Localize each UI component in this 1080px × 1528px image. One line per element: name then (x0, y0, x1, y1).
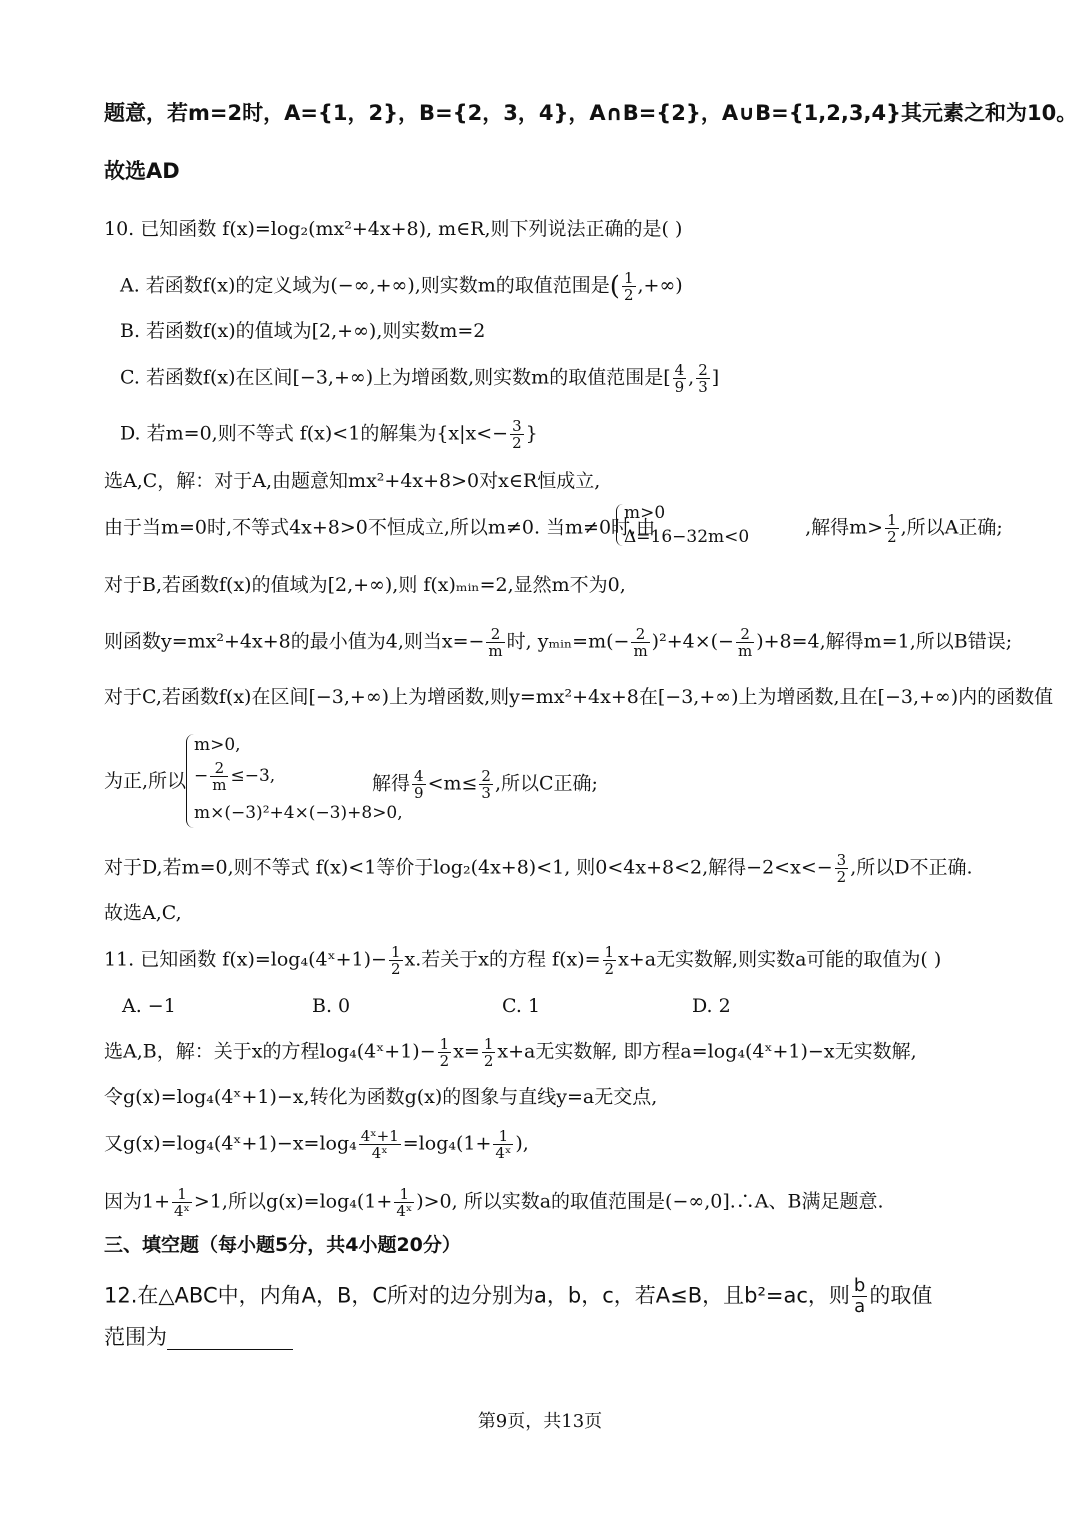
page-footer: 第9页，共13页 (477, 1411, 603, 1432)
q11-choice-d: D. 2 (692, 995, 731, 1017)
q11-solution-4: 因为1+ $\frac{1}{\text{4ˣ}}$ >1,所以g(x)=log₄(1+ $\frac{1}{\text{4ˣ}}$ )>0, 所以实数a的取值范围是(−∞,0].∴A、B满足题意. (104, 1185, 884, 1220)
intro-line-2: 故选AD (104, 159, 180, 183)
q11-solution-3: 又g(x)=log₄(4ˣ+1)−x=log₄ $\frac{\text{4ˣ+1}}{\text{4ˣ}}$ =log₄(1+ $\frac{1}{\text{4ˣ}}$ ), (104, 1127, 529, 1162)
q10-solution-5: 对于C,若函数f(x)在区间[−3,+∞)上为增函数,则y=mx²+4x+8在[−3,+∞)上为增函数,且在[−3,+∞)内的函数值 (104, 686, 1054, 708)
q12-line-1: 12.在△ABC中，内角A，B，C所对的边分别为a，b，c，若A≤B，且b²=ac，则 $\frac{b}{a}$ 的取值 (104, 1275, 933, 1317)
q11-stem: 11. 已知函数 f(x)=log₄(4ˣ+1)− $\frac{1}{2}$ x.若关于x的方程 f(x)= $\frac{1}{2}$ x+a无实数解,则实数a可能的取值为( ) (104, 943, 942, 978)
system-2-line-1: m>0, (194, 735, 241, 755)
q12-line-2: 范围为 (104, 1324, 293, 1350)
system-2-line-3: m×(−3)²+4×(−3)+8>0, (194, 803, 403, 823)
intro-line-1: 题意，若m=2时，A={1，2}，B={2，3，4}，A∩B={2}，A∪B={1,2,3,4}其元素之和为10。 (104, 101, 1078, 125)
q11-solution-1: 选A,B，解：关于x的方程log₄(4ˣ+1)− $\frac{1}{2}$ x= $\frac{1}{2}$ x+a无实数解, 即方程a=log₄(4ˣ+1)−x无实数解, (104, 1035, 917, 1070)
q10-solution-3: 对于B,若函数f(x)的值域为[2,+∞),则 f(x)ₘᵢₙ=2,显然m不为0, (104, 574, 626, 596)
q10-option-c: C. 若函数f(x)在区间[−3,+∞)上为增函数,则实数m的取值范围是[ $\frac{4}{9}$ , $\frac{2}{3}$ ] (120, 361, 720, 396)
q10-solution-8: 故选A,C, (104, 902, 182, 924)
system-2-line-2: − $\frac{2}{m}$ ≤−3, (194, 759, 276, 794)
system-1-line-1: m>0 (624, 503, 666, 523)
system-1-line-2: Δ=16−32m<0 (624, 527, 750, 547)
q10-option-a: A. 若函数f(x)的定义域为(−∞,+∞),则实数m的取值范围是( $\frac{1}{2}$ ,+∞) (120, 269, 683, 304)
frac-half: $\frac{1}{2}$ (623, 269, 634, 304)
q10-solution-6-result: 解得 $\frac{4}{9}$ <m≤ $\frac{2}{3}$ ,所以C正确; (372, 767, 598, 802)
system-brace-1 (616, 504, 623, 546)
section-3-heading: 三、填空题（每小题5分，共4小题20分） (104, 1234, 461, 1256)
q10-solution-1: 选A,C，解：对于A,由题意知mx²+4x+8>0对x∈R恒成立, (104, 470, 601, 492)
q10-solution-2: 由于当m=0时,不等式4x+8>0不恒成立,所以m≠0. 当m≠0时,由 ,解得m> $\frac{1}{2}$ ,所以A正确; (104, 511, 1003, 546)
q10-solution-7: 对于D,若m=0,则不等式 f(x)<1等价于log₂(4x+8)<1, 则0<4x+8<2,解得−2<x<− $\frac{3}{2}$ ,所以D不正确. (104, 851, 973, 886)
q10-option-d: D. 若m=0,则不等式 f(x)<1的解集为{x|x<− $\frac{3}{2}$ } (120, 417, 538, 452)
q10-solution-4: 则函数y=mx²+4x+8的最小值为4,则当x=− $\frac{2}{m}$ 时, yₘᵢₙ=m(− $\frac{2}{m}$ )²+4×(− $\frac{2}{m}$ )+8=4,解得m=1,所以B错误; (104, 625, 1013, 660)
q11-choice-c: C. 1 (502, 995, 541, 1017)
q10-stem: 10. 已知函数 f(x)=log₂(mx²+4x+8), m∈R,则下列说法正确的是( ) (104, 218, 683, 240)
system-brace-2 (186, 734, 194, 828)
q11-choice-b: B. 0 (312, 995, 351, 1017)
q10-solution-6-prefix: 为正,所以 (104, 770, 187, 792)
q10-option-b: B. 若函数f(x)的值域为[2,+∞),则实数m=2 (120, 320, 486, 342)
q11-choice-a: A. −1 (122, 995, 176, 1017)
q11-solution-2: 令g(x)=log₄(4ˣ+1)−x,转化为函数g(x)的图象与直线y=a无交点, (104, 1086, 658, 1108)
answer-blank[interactable] (167, 1327, 293, 1350)
